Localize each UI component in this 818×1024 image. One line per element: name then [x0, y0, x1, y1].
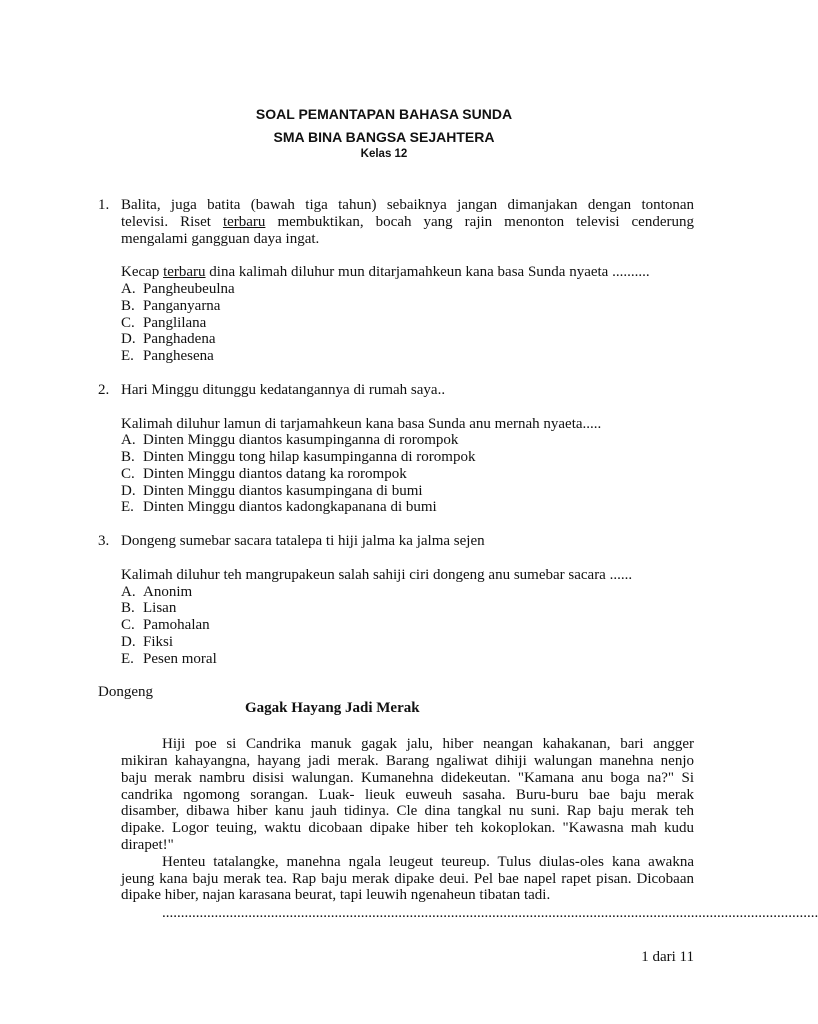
- answer-option: [121, 600, 176, 617]
- text-segment: membuktikan, bocah yang rajin menonton televisi cenderung: [277, 214, 694, 230]
- question-text-line: Hari Minggu ditunggu kedatangannya di rumah saya..: [121, 382, 446, 398]
- option-letter: D.: [121, 483, 136, 499]
- option-text: Dinten Minggu tong hilap kasumpinganna di rorompok: [143, 449, 476, 465]
- question-number: 3.: [98, 533, 110, 549]
- dotted-line: ...............................................................................................................................................................................: [162, 905, 818, 921]
- question-prompt: [121, 264, 650, 281]
- page-number: 1 dari 11: [641, 949, 694, 965]
- option-letter: C.: [121, 315, 135, 331]
- question-text-line: [121, 214, 694, 231]
- story-title: Gagak Hayang Jadi Merak: [245, 700, 420, 716]
- question-text-line: mengalami gangguan daya ingat.: [121, 231, 320, 247]
- text-segment: televisi. Riset: [121, 214, 211, 230]
- option-letter: C.: [121, 617, 135, 633]
- answer-option: [121, 348, 214, 365]
- grade-label: Kelas 12: [360, 148, 408, 160]
- option-letter: A.: [121, 281, 136, 297]
- story-line: candrika ngomong sorangan. Luak- lieuk euweuh sasaha. Buru-buru bae baju merak: [121, 787, 694, 803]
- option-letter: E.: [121, 348, 134, 364]
- story-line: dirapet!": [121, 837, 174, 853]
- story-line: dipake. Logor teuing, waktu dicobaan dipake hiber teh kokoplokan. "Kawasna mah kudu: [121, 820, 694, 836]
- option-text: Pesen moral: [143, 651, 217, 667]
- answer-option: [121, 432, 458, 449]
- option-letter: E.: [121, 651, 134, 667]
- school-name: SMA BINA BANGSA SEJAHTERA: [273, 129, 495, 145]
- answer-option: [121, 331, 215, 348]
- option-text: Anonim: [143, 584, 193, 600]
- question-number: 2.: [98, 382, 110, 398]
- option-text: Panglilana: [143, 315, 207, 331]
- story-line: Henteu tatalangke, manehna ngala leugeut teureup. Tulus diulas-oles kana awakna: [162, 854, 694, 870]
- option-text: Dinten Minggu diantos kasumpingana di bumi: [143, 483, 423, 499]
- answer-option: [121, 634, 173, 651]
- answer-option: [121, 499, 437, 516]
- underlined-word: terbaru: [163, 264, 206, 280]
- text-segment: Kecap: [121, 264, 160, 280]
- option-letter: B.: [121, 449, 135, 465]
- option-letter: B.: [121, 600, 135, 616]
- option-text: Dinten Minggu diantos kasumpinganna di rorompok: [143, 432, 459, 448]
- option-letter: E.: [121, 499, 134, 515]
- option-letter: C.: [121, 466, 135, 482]
- option-text: Pangheubeulna: [143, 281, 235, 297]
- doc-title: SOAL PEMANTAPAN BAHASA SUNDA: [255, 106, 513, 122]
- answer-option: [121, 617, 210, 634]
- answer-option: [121, 651, 217, 668]
- question-prompt: Kalimah diluhur lamun di tarjamahkeun kana basa Sunda anu mernah nyaeta.....: [121, 416, 602, 432]
- question-prompt: Kalimah diluhur teh mangrupakeun salah sahiji ciri dongeng anu sumebar sacara ......: [121, 567, 633, 583]
- option-text: Panghesena: [143, 348, 214, 364]
- option-text: Dinten Minggu diantos kadongkapanana di bumi: [143, 499, 437, 515]
- option-text: Dinten Minggu diantos datang ka rorompok: [143, 466, 407, 482]
- answer-option: [121, 298, 220, 315]
- option-letter: A.: [121, 584, 136, 600]
- option-letter: D.: [121, 634, 136, 650]
- section-label: Dongeng: [98, 684, 153, 700]
- question-text-line: Balita, juga batita (bawah tiga tahun) sebaiknya jangan dimanjakan dengan tontonan: [121, 197, 694, 213]
- option-text: Lisan: [143, 600, 177, 616]
- question-text-line: Dongeng sumebar sacara tatalepa ti hiji jalma ka jalma sejen: [121, 533, 485, 549]
- answer-option: [121, 281, 235, 298]
- option-letter: D.: [121, 331, 136, 347]
- option-text: Pamohalan: [143, 617, 210, 633]
- option-text: Fiksi: [143, 634, 174, 650]
- answer-option: [121, 315, 206, 332]
- story-line: jeung kana baju merak tea. Rap baju merak dipake deui. Pel bae napel rapet pisan. Dicobaan: [121, 871, 694, 887]
- question-number: 1.: [98, 197, 110, 213]
- story-line: disamber, dibawa hiber kanu jauh tidinya. Cle dina tangkal nu suni. Rap baju merak teh: [121, 803, 694, 819]
- underlined-word: terbaru: [222, 214, 266, 230]
- answer-option: [121, 449, 475, 466]
- answer-option: [121, 584, 192, 601]
- story-line: baju merak nambru disisi walungan. Kumanehna didekeutan. "Kamana anu boga na?" Si: [121, 770, 694, 786]
- story-line: dipake hiber, najan karasana beurat, tapi leuwih ngenaheun tibatan tadi.: [121, 887, 551, 903]
- option-text: Panghadena: [143, 331, 216, 347]
- answer-option: [121, 466, 407, 483]
- answer-option: [121, 483, 423, 500]
- option-letter: B.: [121, 298, 135, 314]
- story-line: mikiran kahayangna, hayang jadi merak. Barang ngaliwat dihiji walungan manehna nenjo: [121, 753, 694, 769]
- option-text: Panganyarna: [143, 298, 221, 314]
- story-line: Hiji poe si Candrika manuk gagak jalu, hiber neangan kahakanan, bari angger: [162, 736, 694, 752]
- text-segment: dina kalimah diluhur mun ditarjamahkeun kana basa Sunda nyaeta ..........: [209, 264, 650, 280]
- option-letter: A.: [121, 432, 136, 448]
